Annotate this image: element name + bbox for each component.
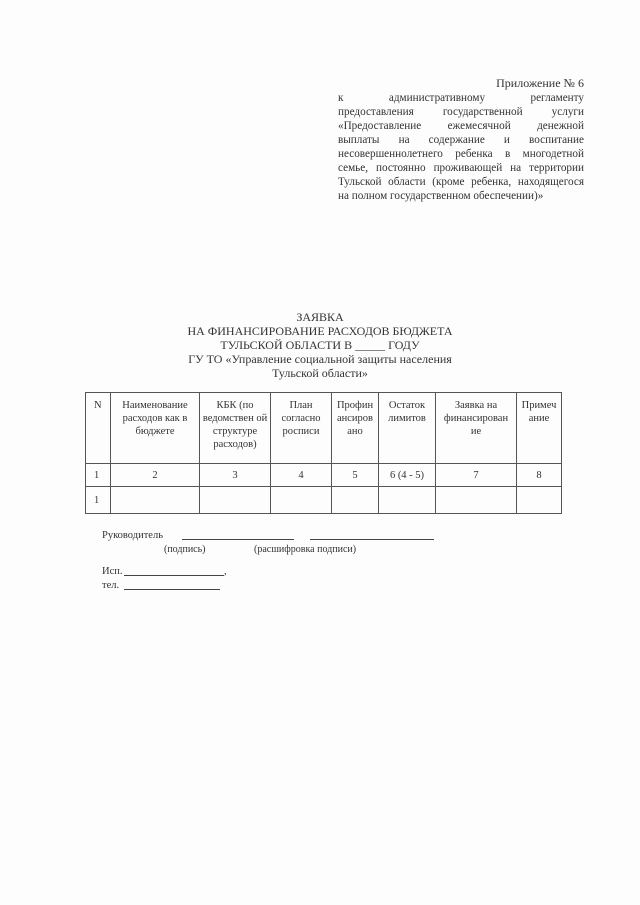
signature-line (182, 539, 294, 540)
executor-label: Исп. (102, 566, 123, 577)
phone-line (124, 589, 220, 590)
signature-block (102, 530, 542, 558)
appendix-line: выплаты на содержание и воспитание (338, 134, 584, 146)
appendix-line: на полном государственном обеспечении)» (338, 190, 544, 202)
appendix-number: Приложение № 6 (496, 76, 584, 90)
signature-decode-caption: (расшифровка подписи) (254, 544, 357, 555)
column-header-plan: План согласно росписи (271, 393, 332, 464)
appendix-line: к административному регламенту (338, 92, 584, 104)
table-cell: 1 (86, 464, 111, 487)
table-header-row (86, 393, 562, 464)
appendix-header (338, 76, 584, 203)
appendix-line: предоставления государственной услуги (338, 106, 584, 118)
executor-line (124, 575, 224, 576)
title-line-financing: НА ФИНАНСИРОВАНИЕ РАСХОДОВ БЮДЖЕТА (187, 324, 453, 338)
executor-trailing: , (224, 566, 227, 577)
title-line-zayavka: ЗАЯВКА (296, 310, 344, 324)
table-cell (436, 487, 517, 514)
column-header-number: N (86, 393, 111, 464)
column-header-note: Примеч ание (517, 393, 562, 464)
appendix-line: «Предоставление ежемесячной денежной (338, 120, 584, 132)
table-row (86, 464, 562, 487)
table-cell (111, 487, 200, 514)
phone-label: тел. (102, 580, 120, 591)
table-cell (379, 487, 436, 514)
column-header-expense-name: Наименование расходов как в бюджете (111, 393, 200, 464)
table-cell: 7 (436, 464, 517, 487)
table-cell: 8 (517, 464, 562, 487)
table-cell (517, 487, 562, 514)
table-cell: 6 (4 - 5) (379, 464, 436, 487)
document-title (0, 310, 640, 380)
financing-request-table (85, 392, 562, 514)
executor-block (102, 566, 302, 594)
column-header-kbk: КБК (по ведомствен ой структуре расходов) (200, 393, 271, 464)
table-cell: 2 (111, 464, 200, 487)
head-label: Руководитель (102, 530, 163, 541)
title-line-year: ТУЛЬСКОЙ ОБЛАСТИ В _____ ГОДУ (220, 338, 420, 352)
title-line-region: Тульской области» (272, 366, 368, 380)
table-cell: 3 (200, 464, 271, 487)
table-cell (271, 487, 332, 514)
signature-decode-line (310, 539, 434, 540)
column-header-remaining-limits: Остаток лимитов (379, 393, 436, 464)
table-row (86, 487, 562, 514)
table-cell (200, 487, 271, 514)
signature-caption: (подпись) (164, 544, 206, 555)
column-header-financed: Профин ансиров ано (332, 393, 379, 464)
table-cell: 5 (332, 464, 379, 487)
table-cell: 1 (86, 487, 111, 514)
column-header-financing-request: Заявка на финансирован ие (436, 393, 517, 464)
title-line-organization: ГУ ТО «Управление социальной защиты населения (188, 352, 452, 366)
table-cell (332, 487, 379, 514)
table-cell: 4 (271, 464, 332, 487)
appendix-line: несовершеннолетнего ребенка в многодетной (338, 148, 584, 160)
appendix-line: Тульской области (кроме ребенка, находящегося (338, 176, 584, 188)
appendix-line: семье, постоянно проживающей на территории (338, 162, 584, 174)
